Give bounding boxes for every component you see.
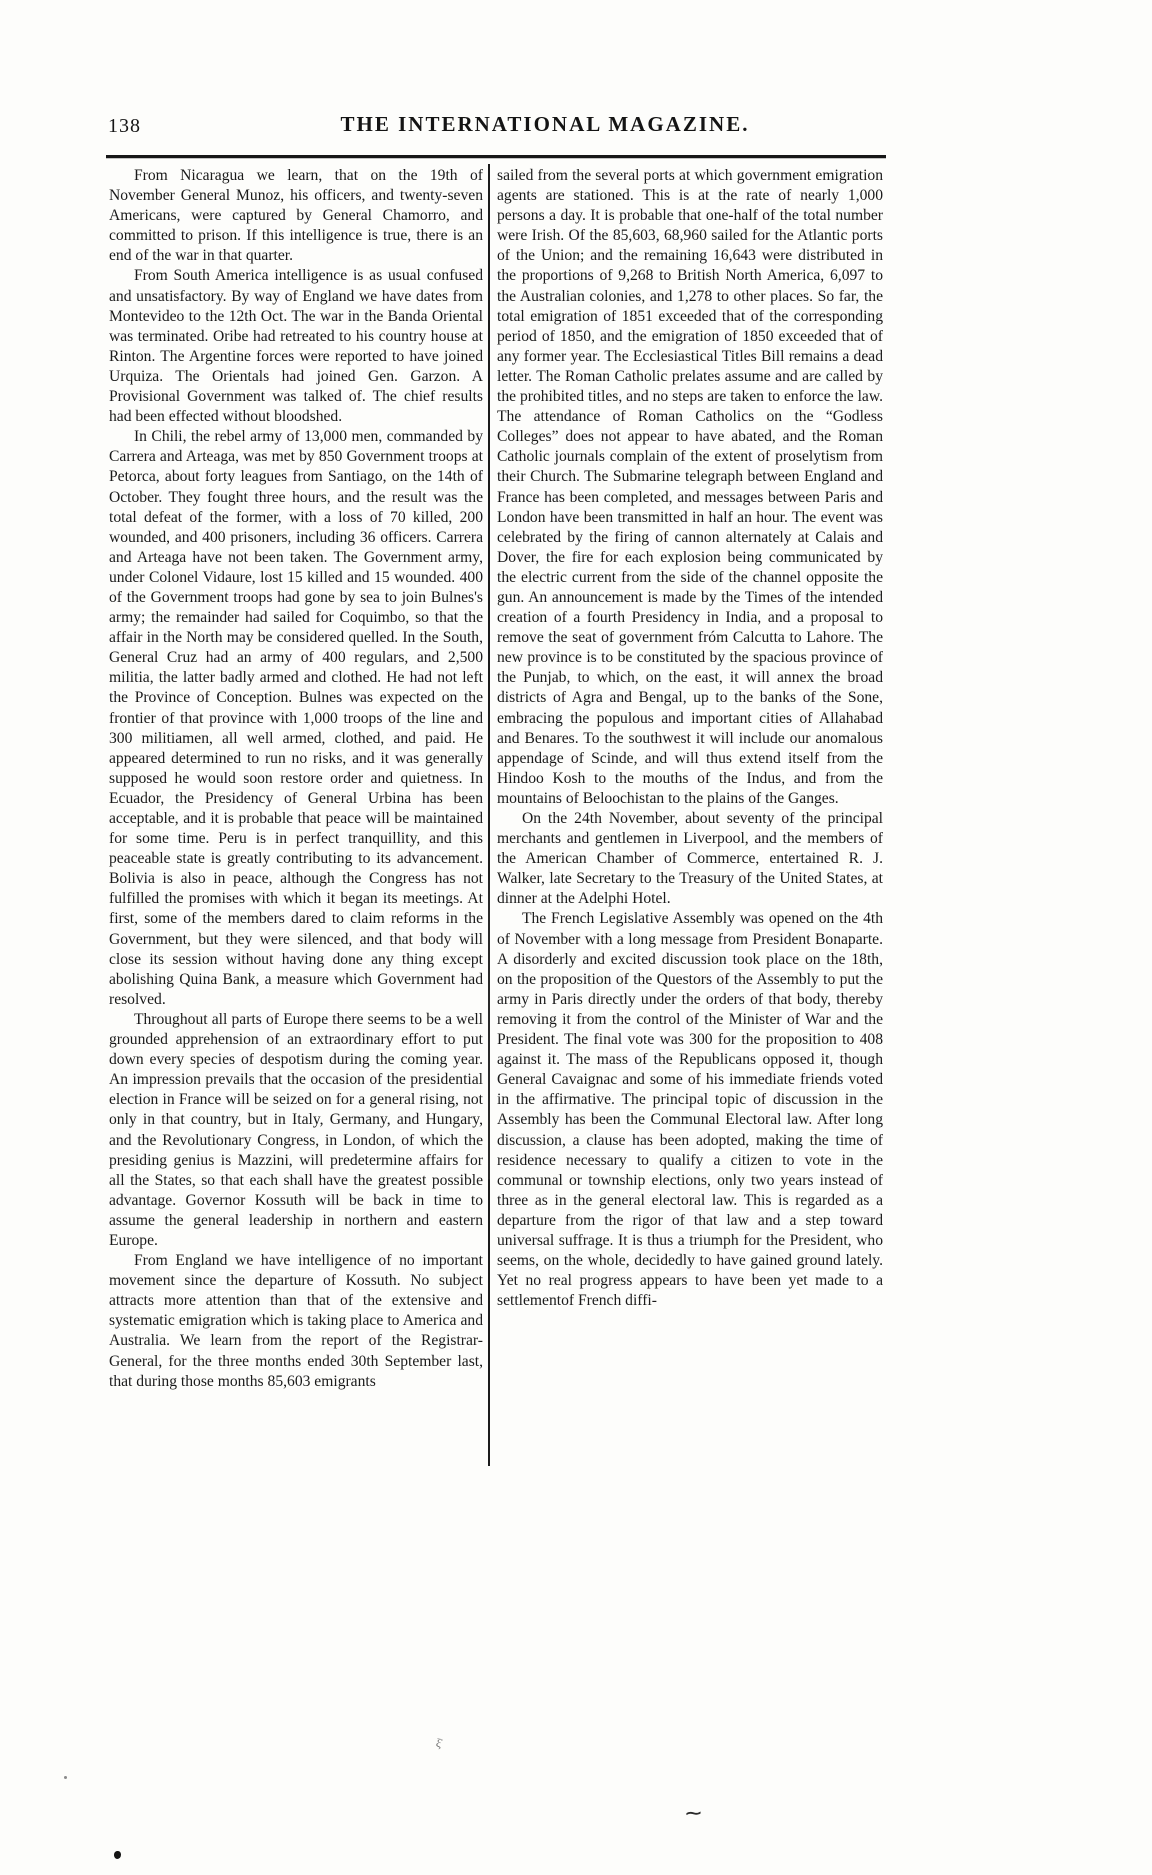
paragraph: The French Legislative Assembly was opened on the 4th of November with a long message from President Bonaparte. A disorderly and excited discussion took place on the 18th, on the proposition of the Questors of the Assembly to put the army in Paris directly under the orders of that body, thereby removing it from the control of the Minister of War and the President. The final vote was 300 for the proposition to 408 against it. The mass of the Republicans opposed it, though General Cavaignac and some of his immediate friends voted in the affirmative. The principal topic of discussion in the Assembly has been the Communal Electoral law. After long discussion, a clause has been adopted, making the time of residence necessary to qualify a citizen to vote in the communal or township elections, only two years instead of three as in the general electoral law. This is regarded as a departure from the rigor of that law and a step toward universal suffrage. It is thus a triumph for the President, who seems, on the whole, decidedly to have gained ground lately. Yet no real progress appears to have been yet made to a settlementof French diffi-	[497, 910, 883, 1310]
paragraph: In Chili, the rebel army of 13,000 men, commanded by Carrera and Arteaga, was met by 850 Government troops at Petorca, about forty leagues from Santiago, on the 14th of October. They fought three hours, and the result was the total defeat of the former, with a loss of 70 killed, 200 wounded, and 400 prisoners, including 36 officers. Carrera and Arteaga have not been taken. The Government army, under Colonel Vidaure, lost 15 killed and 15 wounded. 400 of the Government troops had gone by sea to join Bulnes's army; the remainder had sailed for Coquimbo, so that the affair in the North may be considered quelled. In the South, General Cruz had an army of 400 regulars, and 2,500 militia, the latter badly armed and clothed. He had not left the Province of Conception. Bulnes was expected on the frontier of that province with 1,000 troops of the line and 300 militiamen, all well armed, clothed, and paid. He appeared determined to run no risks, and it was generally supposed he would soon restore order and quietness. In Ecuador, the Presidency of General Urbina has been acceptable, and it is probable that peace will be maintained for some time. Peru is in perfect tranquillity, and this peaceable state is greatly contributing to its advancement. Bolivia is also in peace, although the Congress has not fulfilled the promises with which it began its meetings. At first, some of the members dared to claim reforms in the Government, but they were silenced, and that body will close its session without having done any thing except abolishing Quina Bank, a measure which Government had resolved.	[109, 428, 483, 1008]
text-column-right	[497, 166, 883, 1311]
paragraph: On the 24th November, about seventy of the principal merchants and gentlemen in Liverpool, and the members of the American Chamber of Commerce, entertained R. J. Walker, late Secretary to the Treasury of the United States, at dinner at the Adelphi Hotel.	[497, 810, 883, 908]
paragraph: sailed from the several ports at which government emigration agents are stationed. This is at the rate of nearly 1,000 persons a day. It is probable that one-half of the total number were Irish. Of the 85,603, 68,960 sailed for the Atlantic ports of the Union; and the remaining 16,643 were distributed in the proportions of 9,268 to British North America, 6,097 to the Australian colonies, and 1,278 to other places. So far, the total emigration of 1851 exceeded that of the corresponding period of 1850, and the emigration of 1850 exceeded that of any former year. The Ecclesiastical Titles Bill remains a dead letter. The Roman Catholic prelates assume and are called by the prohibited titles, and no steps are taken to enforce the law. The attendance of Roman Catholics on the “Godless Colleges” does not appear to have abated, and the Roman Catholic journals complain of the extent of proselytism from their Church. The Submarine telegraph between England and France has been completed, and messages between Paris and London have been transmitted in half an hour. The event was celebrated by the firing of cannon alternately at Calais and Dover, the fire for each explosion being communicated by the electric current from the side of the channel opposite the gun. An announcement is made by the Times of the intended creation of a fourth Presidency in India, and a proposal to remove the seat of government fróm Calcutta to Lahore. The new province is to be constituted by the spacious province of the Punjab, to which, on the east, it will annex the broad districts of Agra and Bengal, up to the banks of the Sone, embracing the populous and important cities of Allahabad and Benares. To the southwest it will include our anomalous appendage of Scinde, and will thus extend itself from the Hindoo Kosh to the mouths of the Indus, and from the mountains of Beloochistan to the plains of the Ganges.	[497, 167, 883, 807]
ink-dot	[114, 1851, 121, 1859]
paragraph: From South America intelligence is as usual confused and unsatisfactory. By way of England we have dates from Montevideo to the 12th Oct. The war in the Banda Oriental was terminated. Oribe had retreated to his country house at Rinton. The Argentine forces were reported to have joined Urquiza. The Orientals had joined Gen. Garzon. A Provisional Government was talked of. The chief results had been effected without bloodshed.	[109, 267, 483, 426]
column-divider-rule	[488, 164, 490, 1466]
paragraph: From England we have intelligence of no important movement since the departure of Kossuth. No subject attracts more attention than that of the extensive and systematic emigration which is taking place to America and Australia. We learn from the report of the Registrar-General, for the three months ended 30th September last, that during those months 85,603 emigrants	[109, 1252, 483, 1390]
ink-speck	[64, 1776, 67, 1779]
paragraph: Throughout all parts of Europe there seems to be a well grounded apprehension of an extraordinary effort to put down every species of despotism during the coming year. An impression prevails that the occasion of the presidential election in France will be seized on for a general rising, not only in that country, but in Italy, Germany, and Hungary, and the Revolutionary Congress, in London, of which the presiding genius is Mazzini, will predetermine affairs for all the States, so that each shall have the greatest possible advantage. Governor Kossuth will be back in time to assume the general leadership in northern and eastern Europe.	[109, 1010, 483, 1249]
header-rule	[106, 155, 886, 158]
text-column-left	[109, 166, 483, 1392]
ink-smudge: ξ˙	[435, 1735, 443, 1751]
page-number: 138	[108, 115, 141, 137]
ink-tilde-mark: ⁓	[686, 1806, 701, 1822]
running-head-title: THE INTERNATIONAL MAGAZINE.	[340, 112, 750, 136]
paragraph: From Nicaragua we learn, that on the 19th of November General Munoz, his officers, and twenty-seven Americans, were captured by General Chamorro, and committed to prison. If this intelligence is true, there is an end of the war in that quarter.	[109, 167, 483, 265]
